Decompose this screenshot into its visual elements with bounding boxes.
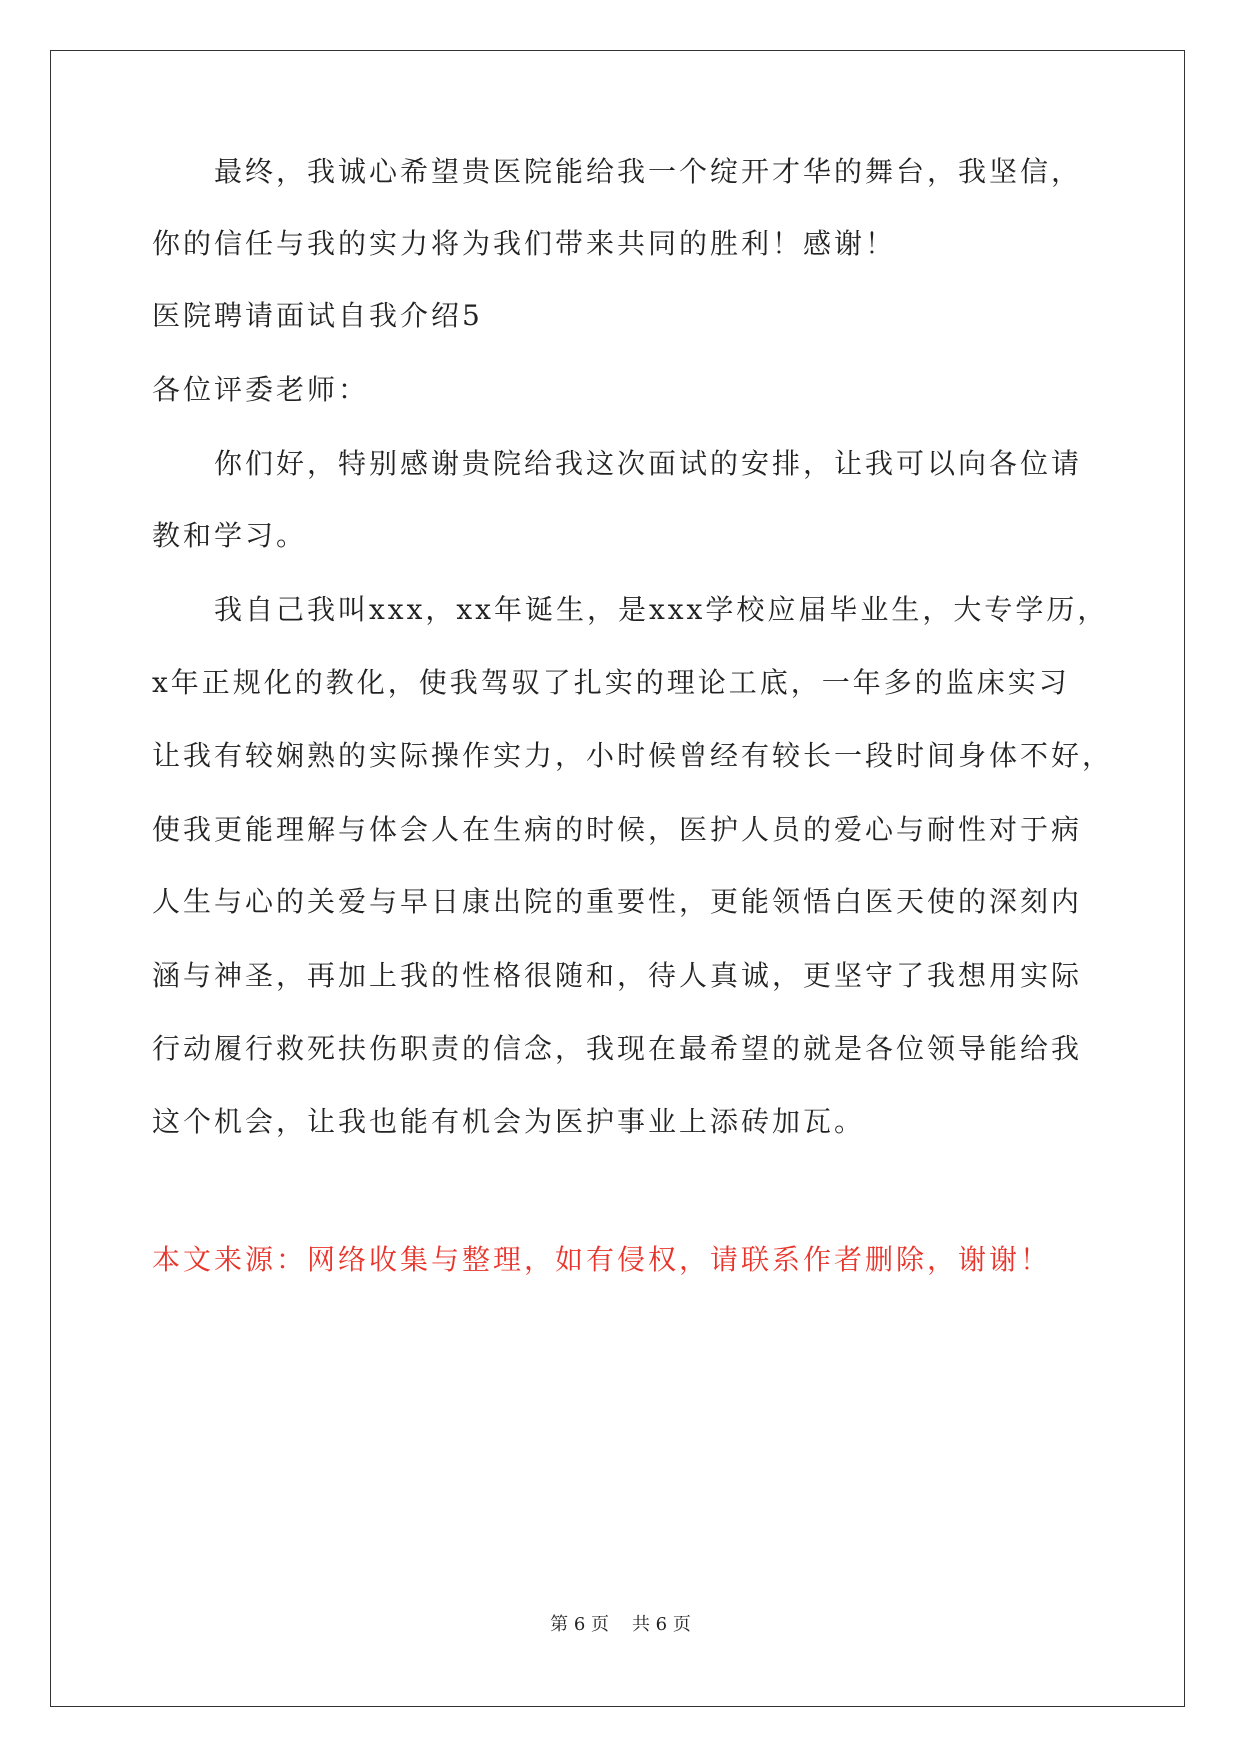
- paragraph-line: 让我有较娴熟的实际操作实力，小时候曾经有较长一段时间身体不好，: [152, 739, 1114, 772]
- page-number: 第 6 页 共 6 页: [550, 1614, 691, 1635]
- paragraph-line: 使我更能理解与体会人在生病的时候，医护人员的爱心与耐性对于病: [152, 813, 1083, 846]
- salutation: 各位评委老师：: [152, 373, 370, 406]
- paragraph-line: 你的信任与我的实力将为我们带来共同的胜利！感谢！: [152, 227, 897, 260]
- paragraph-line: 我自己我叫xxx，xx年诞生，是xxx学校应届毕业生，大专学历，: [214, 593, 1109, 626]
- paragraph-line: 你们好，特别感谢贵院给我这次面试的安排，让我可以向各位请: [214, 447, 1083, 480]
- paragraph-line: 人生与心的关爱与早日康出院的重要性，更能领悟白医天使的深刻内: [152, 885, 1083, 918]
- paragraph-line: 涵与神圣，再加上我的性格很随和，待人真诚，更坚守了我想用实际: [152, 959, 1083, 992]
- source-note: 本文来源：网络收集与整理，如有侵权，请联系作者删除，谢谢！: [152, 1243, 1052, 1276]
- section-heading: 医院聘请面试自我介绍5: [152, 299, 483, 332]
- paragraph-line: x年正规化的教化，使我驾驭了扎实的理论工底，一年多的监床实习: [152, 666, 1070, 699]
- paragraph-line: 这个机会，让我也能有机会为医护事业上添砖加瓦。: [152, 1105, 866, 1138]
- paragraph-line: 行动履行救死扶伤职责的信念，我现在最希望的就是各位领导能给我: [152, 1032, 1083, 1065]
- page-footer: [0, 1613, 1241, 1637]
- paragraph-line: 教和学习。: [152, 519, 308, 552]
- paragraph-line: 最终，我诚心希望贵医院能给我一个绽开才华的舞台，我坚信，: [214, 155, 1083, 188]
